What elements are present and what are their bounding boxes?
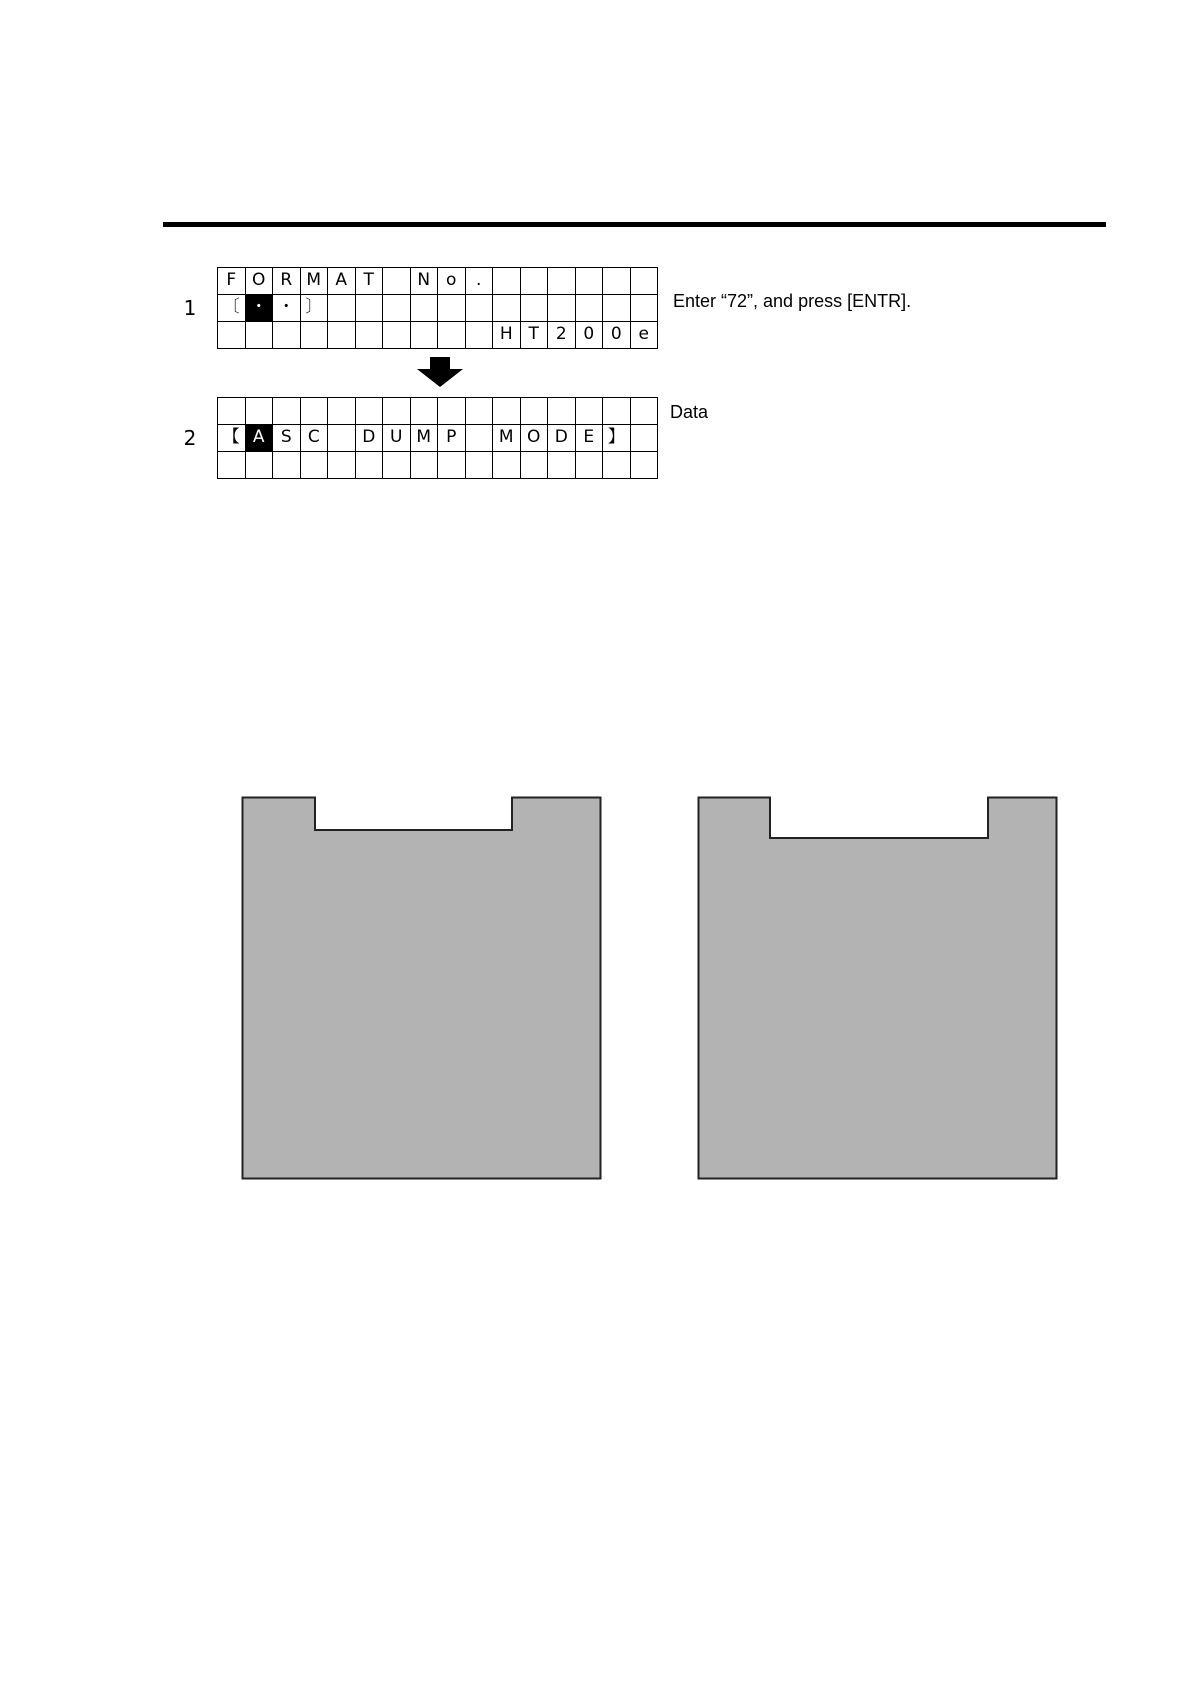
lcd-cell [493, 295, 521, 322]
lcd-cell: M [301, 268, 329, 295]
lcd-cell [383, 268, 411, 295]
sample-panel-left [241, 796, 602, 1180]
lcd-cell: ・ [246, 295, 274, 322]
lcd-cell [631, 425, 659, 452]
lcd-cell: . [466, 268, 494, 295]
lcd-cell: 〕 [301, 295, 329, 322]
lcd-cell: ・ [273, 295, 301, 322]
lcd-cell: e [631, 322, 659, 349]
lcd-cell [328, 295, 356, 322]
lcd-cell: D [548, 425, 576, 452]
lcd-display-step-2 [217, 397, 658, 479]
lcd-cell [548, 398, 576, 425]
lcd-cell [218, 452, 246, 479]
lcd-cell [631, 295, 659, 322]
lcd-cell [603, 268, 631, 295]
lcd-cell [411, 452, 439, 479]
lcd-cell [548, 452, 576, 479]
lcd-cell [438, 452, 466, 479]
lcd-cell: O [521, 425, 549, 452]
lcd-cell: R [273, 268, 301, 295]
lcd-cell: A [328, 268, 356, 295]
lcd-cell [383, 398, 411, 425]
lcd-cell [466, 452, 494, 479]
lcd-cell [548, 295, 576, 322]
lcd-cell [383, 452, 411, 479]
lcd-cell [438, 322, 466, 349]
lcd-cell [493, 452, 521, 479]
lcd-cell: M [493, 425, 521, 452]
lcd-cell: O [246, 268, 274, 295]
lcd-cell [328, 322, 356, 349]
lcd-cell [493, 398, 521, 425]
step-2-label: Data [670, 402, 709, 422]
lcd-cell [631, 452, 659, 479]
lcd-cell [328, 452, 356, 479]
lcd-cell: A [246, 425, 274, 452]
header-rule [163, 222, 1106, 227]
lcd-cell [218, 322, 246, 349]
lcd-cell [548, 268, 576, 295]
lcd-cell: P [438, 425, 466, 452]
lcd-cell [356, 295, 384, 322]
lcd-cell: 【 [218, 425, 246, 452]
down-arrow-icon [417, 357, 463, 392]
lcd-cell [246, 452, 274, 479]
lcd-cell: T [521, 322, 549, 349]
lcd-cell [246, 398, 274, 425]
lcd-cell: 】 [603, 425, 631, 452]
lcd-cell [521, 268, 549, 295]
lcd-cell [603, 295, 631, 322]
lcd-cell: M [411, 425, 439, 452]
lcd-cell [466, 295, 494, 322]
lcd-cell [521, 452, 549, 479]
lcd-cell [328, 425, 356, 452]
lcd-cell [356, 398, 384, 425]
lcd-cell: 0 [603, 322, 631, 349]
lcd-cell [273, 398, 301, 425]
lcd-cell: U [383, 425, 411, 452]
lcd-cell [466, 398, 494, 425]
lcd-cell [383, 295, 411, 322]
lcd-cell: C [301, 425, 329, 452]
lcd-cell [576, 452, 604, 479]
lcd-cell [301, 322, 329, 349]
lcd-cell [466, 322, 494, 349]
lcd-cell: H [493, 322, 521, 349]
lcd-cell: 0 [576, 322, 604, 349]
lcd-cell [301, 398, 329, 425]
lcd-cell [301, 452, 329, 479]
step-1-instruction: Enter “72”, and press [ENTR]. [673, 291, 912, 311]
lcd-cell [631, 268, 659, 295]
lcd-cell [411, 398, 439, 425]
lcd-cell [631, 398, 659, 425]
lcd-cell: N [411, 268, 439, 295]
lcd-display-step-1 [217, 267, 658, 349]
lcd-cell [576, 295, 604, 322]
step-number-1: 1 [183, 296, 197, 320]
lcd-cell: D [356, 425, 384, 452]
lcd-cell [466, 425, 494, 452]
lcd-cell [246, 322, 274, 349]
lcd-cell: 2 [548, 322, 576, 349]
lcd-cell: T [356, 268, 384, 295]
lcd-cell [603, 452, 631, 479]
lcd-cell [438, 398, 466, 425]
lcd-cell [411, 322, 439, 349]
sample-panel-right [697, 796, 1058, 1180]
lcd-cell [411, 295, 439, 322]
lcd-cell [576, 268, 604, 295]
lcd-cell [603, 398, 631, 425]
lcd-cell: S [273, 425, 301, 452]
lcd-cell [521, 398, 549, 425]
lcd-cell [521, 295, 549, 322]
lcd-cell [273, 452, 301, 479]
lcd-cell: 〔 [218, 295, 246, 322]
lcd-cell [218, 398, 246, 425]
lcd-cell [356, 322, 384, 349]
lcd-cell [576, 398, 604, 425]
lcd-cell: o [438, 268, 466, 295]
lcd-cell: E [576, 425, 604, 452]
lcd-cell [356, 452, 384, 479]
lcd-cell [328, 398, 356, 425]
lcd-cell [493, 268, 521, 295]
lcd-cell: F [218, 268, 246, 295]
lcd-cell [438, 295, 466, 322]
lcd-cell [273, 322, 301, 349]
lcd-cell [383, 322, 411, 349]
step-number-2: 2 [183, 426, 197, 450]
